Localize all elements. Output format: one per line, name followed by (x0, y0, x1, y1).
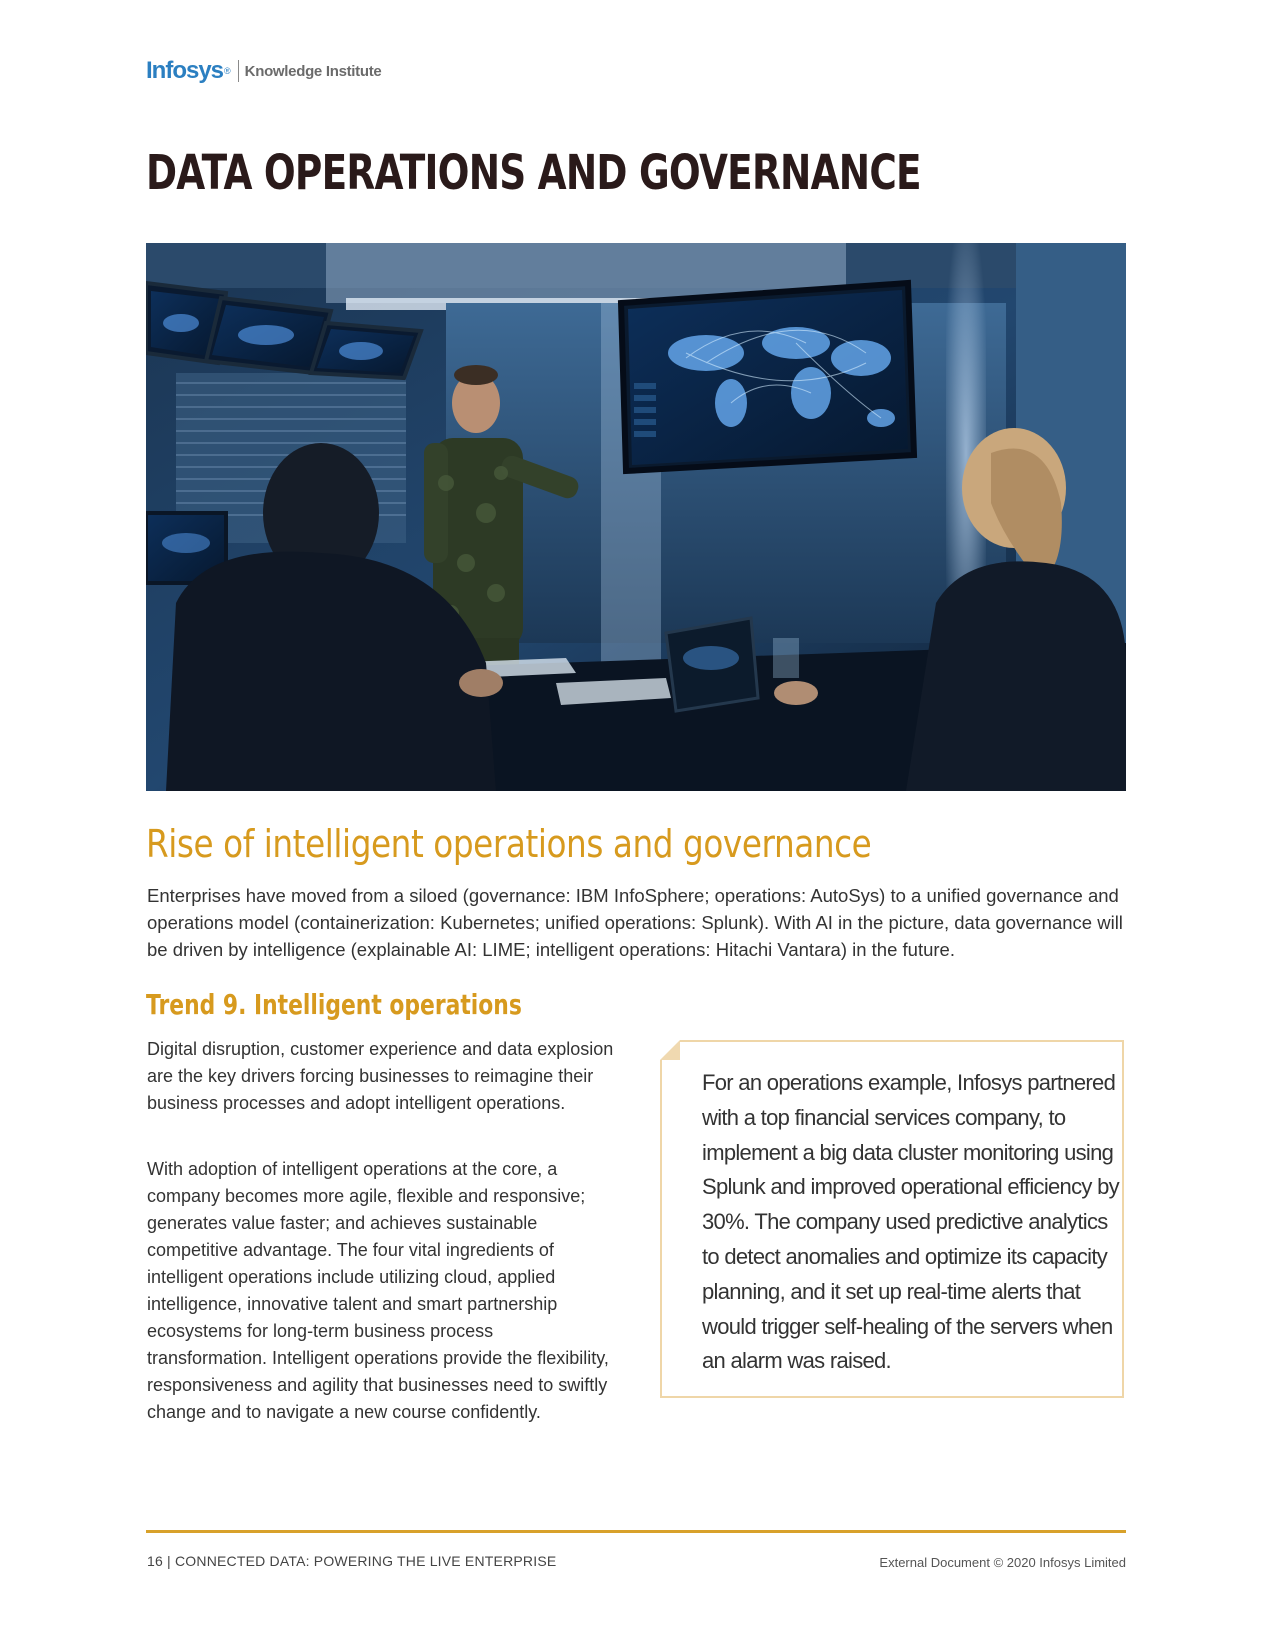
body-paragraph: With adoption of intelligent operations at the core, a company becomes more agile, flexible and responsive; generates value faster; and achieves sustainable competitive advantage. The four vital ingredients of intelligent operations include utilizing cloud, applied intelligence, innovative talent and smart partnership ecosystems for long-term business process transformation. Intelligent operations provide the flexibility, responsiveness and agility that businesses need to swiftly change and to navigate a new course confidently. (147, 1159, 609, 1422)
section-heading: Rise of intelligent operations and governance (146, 822, 872, 866)
logo-subtitle: Knowledge Institute (244, 62, 382, 80)
footer-page-label: 16 | CONNECTED DATA: POWERING THE LIVE ENTERPRISE (147, 1553, 557, 1569)
folded-corner (660, 1040, 680, 1060)
logo-brand: Infosys (146, 57, 224, 84)
infosys-logo (146, 56, 381, 86)
footer-rule (146, 1530, 1126, 1533)
callout-text: For an operations example, Infosys partnered with a top financial services company, to implement a big data cluster monitoring using Splunk and improved operational efficiency by 30%. The company used predictive analytics to detect anomalies and optimize its capacity planning, and it set up real-time alerts that would trigger self-healing of the servers when an alarm was raised. (702, 1070, 1119, 1374)
intro-paragraph: Enterprises have moved from a siloed (governance: IBM InfoSphere; operations: AutoSys) to a unified governance and operations model (containerization: Kubernetes; unified operations: Splunk). With AI in the picture, data governance will be driven by intelligence (explainable AI: LIME; intelligent operations: Hitachi Vantara) in the future. (147, 885, 1123, 960)
world-map-screen (621, 283, 914, 471)
logo-divider (238, 60, 239, 82)
logo-registered-mark: ® (224, 66, 231, 76)
body-paragraph: Digital disruption, customer experience and data explosion are the key drivers forcing businesses to reimagine their business processes and adopt intelligent operations. (147, 1039, 614, 1113)
case-study-callout (660, 1040, 1124, 1398)
trend-heading: Trend 9. Intelligent operations (146, 988, 522, 1021)
footer-copyright: External Document © 2020 Infosys Limited (879, 1555, 1126, 1570)
page-title: DATA OPERATIONS AND GOVERNANCE (146, 145, 921, 201)
hero-photo (146, 243, 1126, 791)
control-room-illustration (146, 243, 1126, 791)
